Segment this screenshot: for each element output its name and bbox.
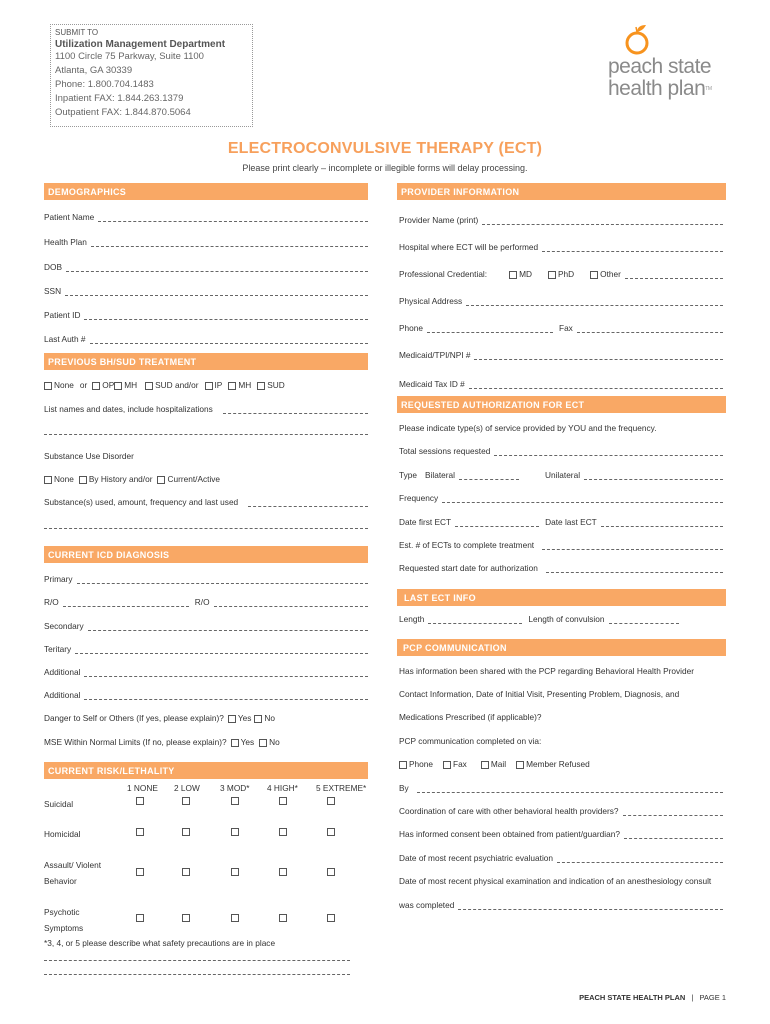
health-plan-label: Health Plan [44, 237, 87, 247]
pcp-question-line-2: Contact Information, Date of Initial Visit, Presenting Problem, Diagnosis, and [399, 689, 680, 699]
pcp-question-line-1: Has information been shared with the PCP regarding Behavioral Health Provider [399, 666, 695, 676]
patient-name-field[interactable] [44, 212, 368, 222]
by-history-label: By History and/or [88, 474, 153, 484]
previous-treatment-header: PREVIOUS BH/SUD TREATMENT [44, 353, 368, 370]
psychotic-label-1: Psychotic [44, 907, 80, 917]
mse-yes-checkbox[interactable] [231, 739, 239, 747]
est-ects-field[interactable] [399, 540, 723, 550]
footer-separator: | [691, 993, 694, 1002]
type-fields[interactable] [399, 470, 723, 480]
footer-page: PAGE 1 [699, 993, 726, 1002]
indicate-label: Please indicate type(s) of service provided by YOU and the frequency. [399, 423, 657, 433]
address-label: Physical Address [399, 296, 463, 306]
bilateral-label: Bilateral [425, 470, 455, 480]
via-mail-checkbox[interactable] [481, 761, 489, 769]
unilateral-label: Unilateral [544, 470, 581, 480]
requested-auth-header: REQUESTED AUTHORIZATION FOR ECT [397, 396, 726, 413]
physical-exam-label: Date of most recent physical examination and indication of an anesthesiology consult [399, 876, 712, 886]
psychotic-label-2: Symptoms [44, 923, 84, 933]
last-auth-field[interactable] [44, 334, 368, 344]
last-ect-header: LAST ECT INFO [397, 589, 726, 606]
patient-name-label: Patient Name [44, 212, 95, 222]
safety-note: *3, 4, or 5 please describe what safety precautions are in place [44, 938, 276, 948]
risk-col-low: 2 LOW [174, 783, 200, 793]
none-checkbox[interactable] [44, 382, 52, 390]
credential-label: Professional Credential: [399, 269, 488, 279]
health-plan-field[interactable] [44, 237, 368, 247]
list-names-label: List names and dates, include hospitalizations [44, 404, 213, 414]
inpatient-fax: Inpatient FAX: 1.844.263.1379 [55, 93, 184, 104]
pcp-completed-label: PCP communication completed on via: [399, 736, 542, 746]
assault-1-checkbox[interactable] [136, 868, 144, 876]
type-label: Type [399, 470, 417, 480]
substance-none-checkbox[interactable] [44, 476, 52, 484]
current-active-checkbox[interactable] [157, 476, 165, 484]
credential-field [399, 269, 723, 279]
address-line-1: 1100 Circle 75 Parkway, Suite 1100 [55, 51, 204, 62]
submit-to-label: SUBMIT TO [55, 28, 99, 37]
ssn-label: SSN [44, 286, 62, 296]
psychotic-2-checkbox[interactable] [182, 914, 190, 922]
length-label: Length [399, 614, 425, 624]
patient-id-field[interactable] [44, 310, 368, 320]
logo-line-2 [608, 78, 712, 100]
homicidal-4-checkbox[interactable] [279, 828, 287, 836]
suicidal-5-checkbox[interactable] [327, 797, 335, 805]
via-fax-checkbox[interactable] [443, 761, 451, 769]
danger-no-checkbox[interactable] [254, 715, 262, 723]
frequency-label: Frequency [399, 493, 439, 503]
additional-field-2[interactable] [44, 690, 368, 700]
hospital-field[interactable] [399, 242, 723, 252]
medicaid-npi-label: Medicaid/TPI/NPI # [399, 350, 471, 360]
op-mh-label: MH [124, 380, 138, 390]
phone-fax-fields[interactable] [399, 323, 723, 333]
md-label: MD [519, 269, 532, 279]
secondary-field[interactable] [44, 621, 368, 631]
ip-mh-label: MH [238, 380, 252, 390]
ip-sud-label: SUD [267, 380, 285, 390]
coordination-field[interactable] [399, 806, 723, 816]
via-mail-label: Mail [490, 759, 507, 769]
was-completed-field[interactable] [399, 900, 723, 910]
ssn-field[interactable] [44, 286, 368, 296]
assault-label-1: Assault/ Violent [44, 860, 102, 870]
total-sessions-field[interactable] [399, 446, 723, 456]
date-last-label: Date last ECT [545, 517, 597, 527]
mse-yes-label: Yes [240, 737, 255, 747]
op-mh-checkbox[interactable] [114, 382, 122, 390]
op-sud-checkbox[interactable] [145, 382, 153, 390]
suicidal-3-checkbox[interactable] [231, 797, 239, 805]
list-names-line-2[interactable] [44, 434, 368, 435]
ro-fields[interactable] [44, 597, 368, 607]
assault-5-checkbox[interactable] [327, 868, 335, 876]
substances-field[interactable] [44, 497, 368, 507]
page-footer [579, 993, 726, 1002]
submit-to-box [50, 24, 253, 127]
mse-label: MSE Within Normal Limits (If no, please explain)? [44, 737, 227, 747]
logo-tm: TM [705, 86, 712, 92]
psychotic-3-checkbox[interactable] [231, 914, 239, 922]
other-input[interactable] [625, 272, 723, 279]
via-fax-label: Fax [453, 759, 467, 769]
logo-line-2-text: health plan [608, 77, 706, 100]
primary-field[interactable] [44, 574, 368, 584]
risk-col-high: 4 HIGH* [267, 783, 298, 793]
psychotic-5-checkbox[interactable] [327, 914, 335, 922]
other-label: Other [600, 269, 621, 279]
previous-treatment-options [44, 380, 285, 390]
suicidal-label: Suicidal [44, 799, 74, 809]
by-history-checkbox[interactable] [79, 476, 87, 484]
logo-line-1: peach state [608, 55, 712, 78]
psychotic-1-checkbox[interactable] [136, 914, 144, 922]
hospital-label: Hospital where ECT will be performed [399, 242, 539, 252]
last-ect-fields[interactable] [399, 614, 679, 624]
substances-label: Substance(s) used, amount, frequency and last used [44, 497, 239, 507]
last-auth-label: Last Auth # [44, 334, 86, 344]
ro-1-label: R/O [44, 597, 59, 607]
danger-question [44, 713, 275, 723]
address-field[interactable] [399, 296, 723, 306]
md-checkbox[interactable] [509, 271, 517, 279]
mse-question [44, 737, 280, 747]
additional-2-label: Additional [44, 690, 81, 700]
pcp-via-options [399, 759, 590, 769]
medicaid-tax-label: Medicaid Tax ID # [399, 379, 465, 389]
psych-eval-label: Date of most recent psychiatric evaluation [399, 853, 554, 863]
risk-col-mod: 3 MOD* [220, 783, 250, 793]
substance-use-options [44, 474, 220, 484]
department-name: Utilization Management Department [55, 39, 226, 50]
homicidal-2-checkbox[interactable] [182, 828, 190, 836]
consent-field[interactable] [399, 829, 723, 839]
danger-yes-label: Yes [237, 713, 252, 723]
suicidal-4-checkbox[interactable] [279, 797, 287, 805]
substance-none-label: None [54, 474, 74, 484]
ip-checkbox[interactable] [205, 382, 213, 390]
mse-no-label: No [269, 737, 280, 747]
ip-sud-checkbox[interactable] [257, 382, 265, 390]
assault-label-2: Behavior [44, 876, 77, 886]
form-title: ELECTROCONVULSIVE THERAPY (ECT) [227, 140, 543, 157]
additional-1-label: Additional [44, 667, 81, 677]
mse-no-checkbox[interactable] [259, 739, 267, 747]
phd-label: PhD [558, 269, 575, 279]
ip-label: IP [214, 380, 223, 390]
consent-label: Has informed consent been obtained from patient/guardian? [399, 829, 620, 839]
assault-2-checkbox[interactable] [182, 868, 190, 876]
requested-start-label: Requested start date for authorization [399, 563, 538, 573]
danger-label: Danger to Self or Others (If yes, please explain)? [44, 713, 224, 723]
phone-label: Phone [399, 323, 423, 333]
pcp-by-label: By [399, 783, 409, 793]
homicidal-1-checkbox[interactable] [136, 828, 144, 836]
assault-4-checkbox[interactable] [279, 868, 287, 876]
medicaid-tax-field[interactable] [399, 379, 723, 389]
homicidal-5-checkbox[interactable] [327, 828, 335, 836]
provider-header: PROVIDER INFORMATION [397, 183, 726, 200]
safety-line-1[interactable] [44, 960, 350, 961]
phd-checkbox[interactable] [548, 271, 556, 279]
or-label: or [79, 380, 88, 390]
frequency-field[interactable] [399, 493, 723, 503]
address-line-2: Atlanta, GA 30339 [55, 65, 133, 76]
danger-no-label: No [264, 713, 276, 723]
danger-yes-checkbox[interactable] [228, 715, 236, 723]
outpatient-fax: Outpatient FAX: 1.844.870.5064 [55, 107, 191, 118]
risk-col-extreme: 5 EXTREME* [316, 783, 367, 793]
safety-line-2[interactable] [44, 974, 350, 975]
peach-icon [622, 24, 652, 56]
member-refused-checkbox[interactable] [516, 761, 524, 769]
provider-name-field[interactable] [399, 215, 723, 225]
additional-field-1[interactable] [44, 667, 368, 677]
substances-line-2[interactable] [44, 528, 368, 529]
risk-header: CURRENT RISK/LETHALITY [44, 762, 368, 779]
via-phone-label: Phone [409, 759, 433, 769]
suicidal-1-checkbox[interactable] [136, 797, 144, 805]
op-checkbox[interactable] [92, 382, 100, 390]
total-sessions-label: Total sessions requested [399, 446, 491, 456]
homicidal-3-checkbox[interactable] [231, 828, 239, 836]
sud-andor-label: SUD and/or [155, 380, 199, 390]
fax-label: Fax [559, 323, 573, 333]
submit-phone: Phone: 1.800.704.1483 [55, 79, 154, 90]
pcp-by-field[interactable] [399, 783, 723, 793]
psych-eval-field[interactable] [399, 853, 723, 863]
icd-diagnosis-header: CURRENT ICD DIAGNOSIS [44, 546, 368, 563]
via-phone-checkbox[interactable] [399, 761, 407, 769]
length-convulsion-label: Length of convulsion [528, 614, 605, 624]
assault-3-checkbox[interactable] [231, 868, 239, 876]
homicidal-label: Homicidal [44, 829, 81, 839]
primary-label: Primary [44, 574, 73, 584]
was-completed-label: was completed [399, 900, 455, 910]
requested-start-field[interactable] [399, 563, 723, 573]
list-names-field[interactable] [44, 404, 368, 414]
ip-mh-checkbox[interactable] [228, 382, 236, 390]
patient-id-label: Patient ID [44, 310, 81, 320]
date-first-label: Date first ECT [399, 517, 452, 527]
op-label: OP [102, 380, 115, 390]
ro-2-label: R/O [194, 597, 210, 607]
est-ects-label: Est. # of ECTs to complete treatment [399, 540, 535, 550]
member-refused-label: Member Refused [526, 759, 590, 769]
suicidal-2-checkbox[interactable] [182, 797, 190, 805]
other-checkbox[interactable] [590, 271, 598, 279]
demographics-header: DEMOGRAPHICS [44, 183, 368, 200]
medicaid-npi-field[interactable] [399, 350, 723, 360]
ect-dates-fields[interactable] [399, 517, 723, 527]
substance-use-label: Substance Use Disorder [44, 451, 134, 461]
form-subtitle: Please print clearly – incomplete or illegible forms will delay processing. [242, 163, 528, 173]
current-active-label: Current/Active [167, 474, 221, 484]
coordination-label: Coordination of care with other behavioral health providers? [399, 806, 619, 816]
dob-label: DOB [44, 262, 62, 272]
peach-state-logo [608, 30, 728, 110]
none-label: None [54, 380, 74, 390]
psychotic-4-checkbox[interactable] [279, 914, 287, 922]
pcp-header: PCP COMMUNICATION [397, 639, 726, 656]
dob-field[interactable] [44, 262, 368, 272]
pcp-question-line-3: Medications Prescribed (if applicable)? [399, 712, 542, 722]
provider-name-label: Provider Name (print) [399, 215, 479, 225]
secondary-label: Secondary [44, 621, 84, 631]
risk-col-none: 1 NONE [127, 783, 158, 793]
teritary-label: Teritary [44, 644, 72, 654]
teritary-field[interactable] [44, 644, 368, 654]
footer-org: PEACH STATE HEALTH PLAN [579, 993, 686, 1002]
